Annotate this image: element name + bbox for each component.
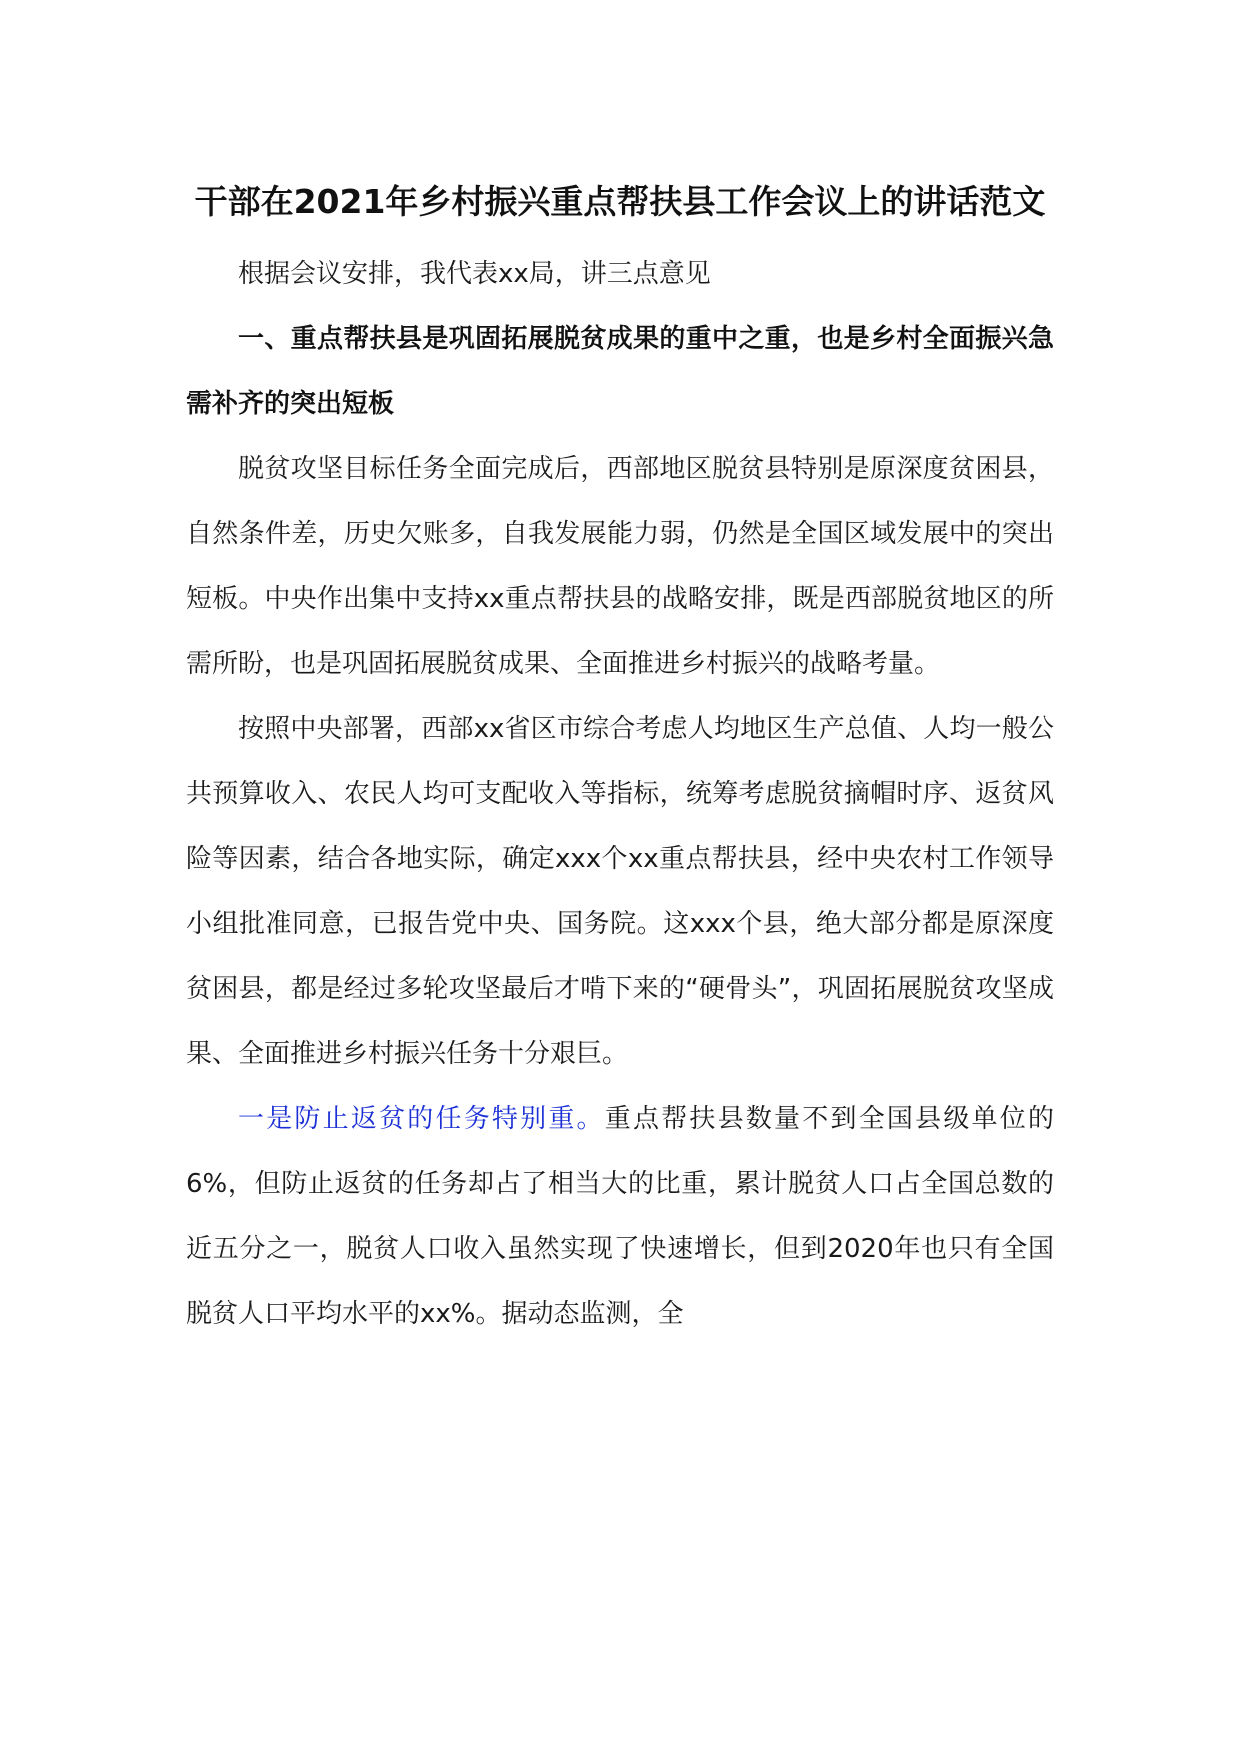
point-1-body: 重点帮扶县数量不到全国县级单位的6%，但防止返贫的任务却占了相当大的比重，累计脱贫人口占全国总数的近五分之一，脱贫人口收入虽然实现了快速增长，但到2020年也只有全国脱贫人口平均水平的xx%。据动态监测，全 [186, 1104, 1054, 1329]
body-paragraph-2: 按照中央部署，西部xx省区市综合考虑人均地区生产总值、人均一般公共预算收入、农民人均可支配收入等指标，统筹考虑脱贫摘帽时序、返贫风险等因素，结合各地实际，确定xxx个xx重点帮扶县，经中央农村工作领导小组批准同意，已报告党中央、国务院。这xxx个县，绝大部分都是原深度贫困县，都是经过多轮攻坚最后才啃下来的“硬骨头”，巩固拓展脱贫攻坚成果、全面推进乡村振兴任务十分艰巨。 [186, 714, 1054, 1069]
body-paragraph-3 [186, 1087, 1054, 1347]
section-1-heading: 一、重点帮扶县是巩固拓展脱贫成果的重中之重，也是乡村全面振兴急需补齐的突出短板 [186, 324, 1054, 419]
intro-paragraph: 根据会议安排，我代表xx局，讲三点意见 [238, 259, 711, 289]
document-page [186, 170, 1054, 1347]
body-paragraph-1: 脱贫攻坚目标任务全面完成后，西部地区脱贫县特别是原深度贫困县，自然条件差，历史欠账多，自我发展能力弱，仍然是全国区域发展中的突出短板。中央作出集中支持xx重点帮扶县的战略安排，既是西部脱贫地区的所需所盼，也是巩固拓展脱贫成果、全面推进乡村振兴的战略考量。 [186, 454, 1054, 679]
document-title: 干部在2021年乡村振兴重点帮扶县工作会议上的讲话范文 [194, 182, 1046, 221]
point-1-lead: 一是防止返贫的任务特别重。 [238, 1104, 605, 1134]
